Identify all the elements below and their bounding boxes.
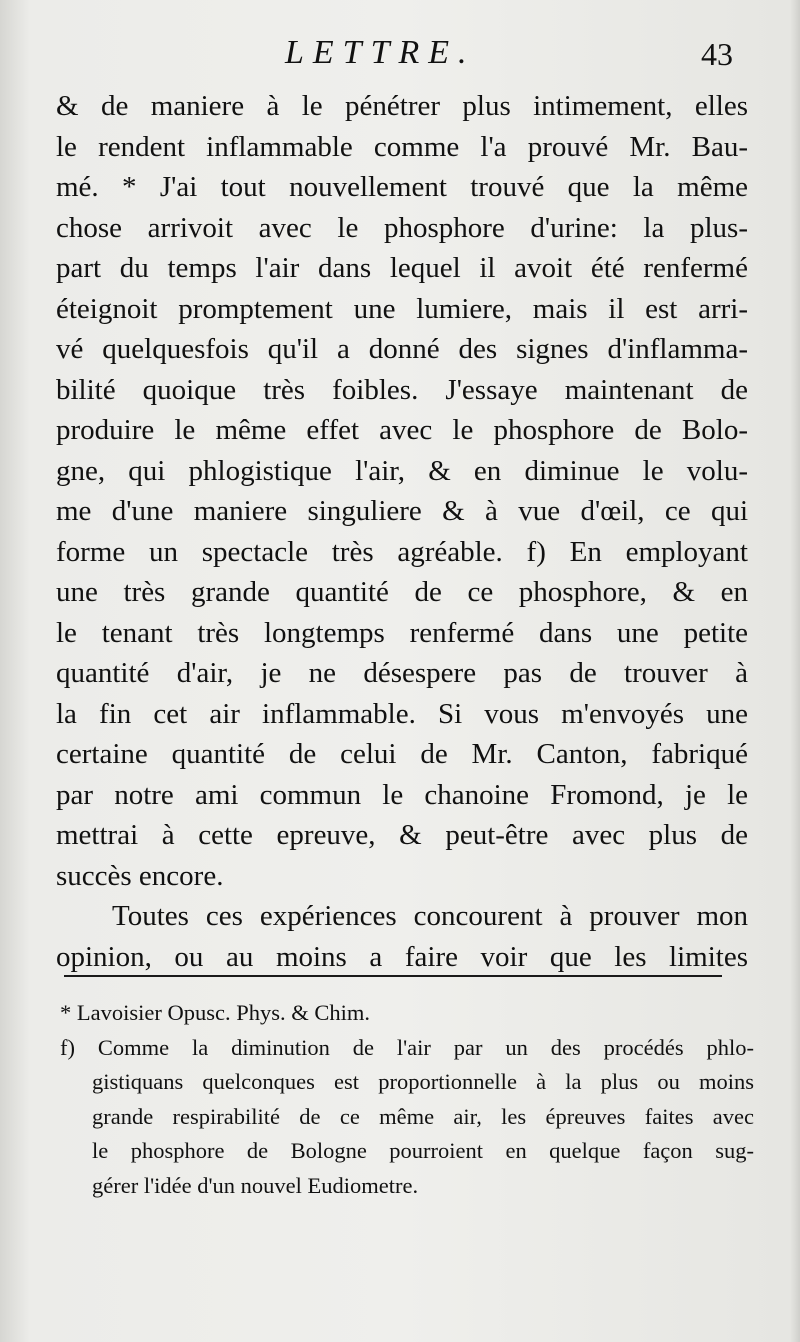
footnote-rule [64, 975, 722, 977]
body-line: gne, qui phlogistique l'air, & en diminue le volu- [56, 454, 748, 487]
body-line: quantité d'air, je ne désespere pas de trouver à [56, 657, 748, 689]
running-title: LETTRE. [285, 34, 476, 71]
body-line: la fin cet air inflammable. Si vous m'envoyés une [56, 697, 748, 730]
body-line: le tenant très longtemps renfermé dans une petite [56, 616, 748, 649]
footnote-line: grande respirabilité de ce même air, les épreuves faites avec [92, 1103, 754, 1129]
body-line: mé. * J'ai tout nouvellement trouvé que la même [56, 171, 748, 203]
body-line: certaine quantité de celui de Mr. Canton, fabriqué [56, 738, 748, 770]
body-line: chose arrivoit avec le phosphore d'urine: la plus- [56, 211, 748, 244]
footnote-line: gistiquans quelconques est proportionnelle à la plus ou moins [92, 1069, 754, 1094]
body-text [56, 86, 748, 977]
paragraph-start-line: Toutes ces expériences concourent à prouver mon [112, 900, 748, 932]
body-line: vé quelquesfois qu'il a donné des signes d'inflamma- [56, 333, 748, 365]
footnote-line: gérer l'idée d'un nouvel Eudiometre. [92, 1172, 419, 1198]
footnote-line: le phosphore de Bologne pourroient en quelque façon sug- [92, 1138, 754, 1163]
body-line: me d'une maniere singuliere & à vue d'œil, ce qui [56, 495, 748, 527]
body-line: opinion, ou au moins a faire voir que les limites [56, 940, 748, 973]
footnote-star: * Lavoisier Opusc. Phys. & Chim. [60, 1000, 370, 1025]
body-line: éteignoit promptement une lumiere, mais il est arri- [56, 292, 748, 325]
body-line: part du temps l'air dans lequel il avoit été renfermé [56, 252, 748, 284]
body-line: & de maniere à le pénétrer plus intimement, elles [56, 90, 748, 122]
body-line: forme un spectacle très agréable. f) En employant [56, 535, 748, 568]
body-line: produire le même effet avec le phosphore de Bolo- [56, 414, 748, 446]
body-line: une très grande quantité de ce phosphore, & en [56, 576, 748, 608]
body-line: mettrai à cette epreuve, & peut-être avec plus de [56, 819, 748, 851]
body-line: le rendent inflammable comme l'a prouvé Mr. Bau- [56, 130, 748, 163]
footnotes [60, 996, 754, 1203]
body-line: succès encore. [56, 859, 224, 892]
footnote-f: f) Comme la diminution de l'air par un des procédés phlo- [60, 1034, 754, 1060]
body-line: bilité quoique très foibles. J'essaye maintenant de [56, 373, 748, 406]
page-number: 43 [701, 36, 733, 72]
body-line: par notre ami commun le chanoine Fromond, je le [56, 778, 748, 811]
